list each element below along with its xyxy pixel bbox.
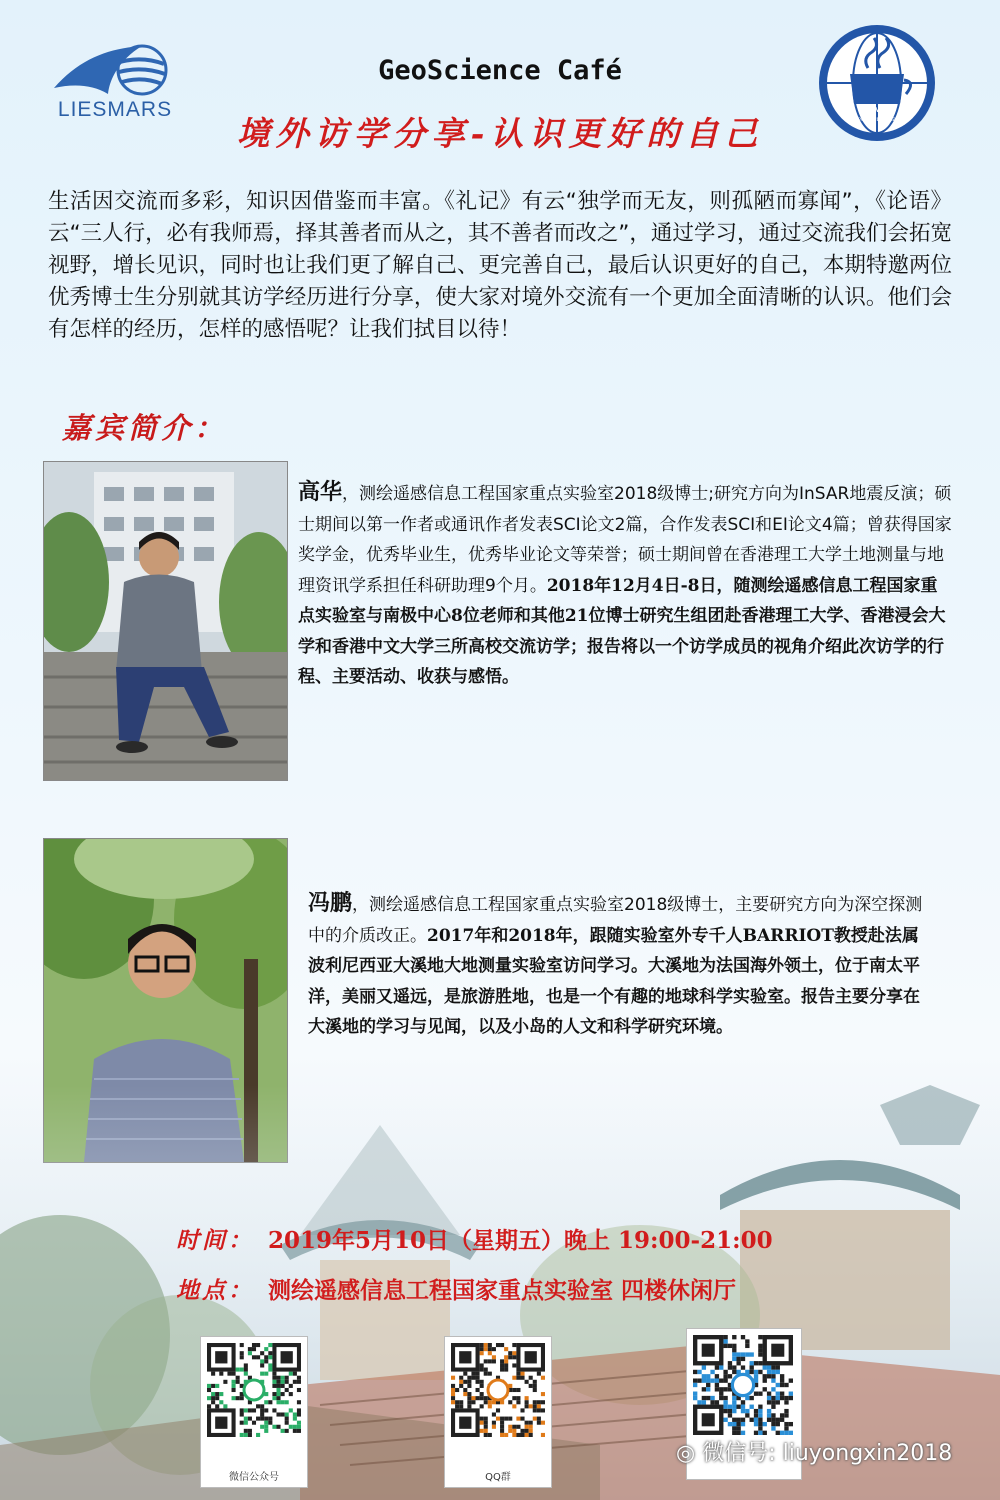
guest-photo-gao-hua bbox=[43, 461, 288, 781]
geoscience-cafe-logo bbox=[816, 22, 938, 144]
guest-bio-gao-hua bbox=[298, 478, 952, 693]
guest-name: 冯鹏 bbox=[308, 891, 353, 916]
logo-right-top-text: LIESMARS bbox=[858, 107, 896, 114]
event-time bbox=[176, 1222, 773, 1255]
watermark-text: 微信号: liuyongxin2018 bbox=[702, 1441, 953, 1466]
qr-caption: 微信公众号 bbox=[229, 1472, 279, 1483]
guests-heading: 嘉宾简介： bbox=[62, 411, 228, 445]
qr-code-qq-group[interactable] bbox=[444, 1336, 552, 1488]
guest-bio-text: ，测绘遥感信息工程国家重点实验室2018级博士;研究方向为InSAR地震反演；硕士期间以第一作者或通讯作者发表SCI论文2篇，合作发表SCI和EI论文4篇；曾获得国家奖学金，优秀毕业生，优秀毕业论文等荣誉；硕士期间曾在香港理工大学土地测量与地理资讯学系担任科研助理9个月。 bbox=[298, 484, 952, 596]
guest-bio-text-bold: 2018年12月4日-8日，随测绘遥感信息工程国家重点实验室与南极中心8位老师和其他21位博士研究生组团赴香港理工大学、香港浸会大学和香港中文大学三所高校交流访学；报告将以一个访学成员的视角介绍此次访学的行程、主要活动、收获与感悟。 bbox=[298, 575, 946, 687]
qr-pattern bbox=[451, 1343, 545, 1437]
time-value: 2019年5月10日（星期五）晚上 19:00-21:00 bbox=[268, 1227, 773, 1254]
guest-bio-text-bold: 2017年和2018年，跟随实验室外专千人BARRIOT教授赴法属波利尼西亚大溪地大地测量实验室访问学习。大溪地为法国海外领土，位于南太平洋，美丽又遥远，是旅游胜地，也是一个有趣的地球科学实验室。报告主要分享在大溪地的学习与见闻，以及小岛的人文和科学研究环境。 bbox=[308, 925, 920, 1037]
intro-paragraph: 生活因交流而多彩，知识因借鉴而丰富。《礼记》有云“独学而无友，则孤陋而寡闻”，《论语》云“三人行，必有我师焉，择其善者而从之，其不善者而改之”，通过学习，通过交流我们会拓宽视野，增长见识，同时也让我们更了解自己、更完善自己，最后认识更好的自己，本期特邀两位优秀博士生分别就其访学经历进行分享，使大家对境外交流有一个更加全面清晰的认识。他们会有怎样的经历，怎样的感悟呢？让我们拭目以待！ bbox=[48, 189, 952, 342]
liesmars-logo-text: LIESMARS bbox=[57, 98, 173, 121]
qr-pattern bbox=[693, 1335, 793, 1435]
qr-pattern bbox=[207, 1343, 301, 1437]
guest-bio-text: ，测绘遥感信息工程国家重点实验室2018级博士，主要研究方向为深空探测中的介质改正。 bbox=[308, 895, 923, 946]
qr-code-wechat[interactable] bbox=[200, 1336, 308, 1488]
event-place bbox=[176, 1272, 736, 1305]
guest-name: 高华 bbox=[298, 480, 343, 505]
place-label: 地点： bbox=[176, 1277, 254, 1304]
time-label: 时间： bbox=[176, 1227, 254, 1254]
logo-right-bottom-text: GeoScience Café bbox=[852, 115, 902, 123]
guest-bio-feng-peng bbox=[308, 889, 928, 1043]
title-chinese: 境外访学分享-认识更好的自己 bbox=[236, 114, 764, 153]
wechat-watermark bbox=[676, 1436, 952, 1467]
wechat-icon: ◎ bbox=[676, 1441, 703, 1466]
title-english: GeoScience Café bbox=[378, 55, 622, 86]
place-value: 测绘遥感信息工程国家重点实验室 四楼休闲厅 bbox=[268, 1277, 737, 1304]
qr-caption: QQ群 bbox=[485, 1472, 511, 1483]
